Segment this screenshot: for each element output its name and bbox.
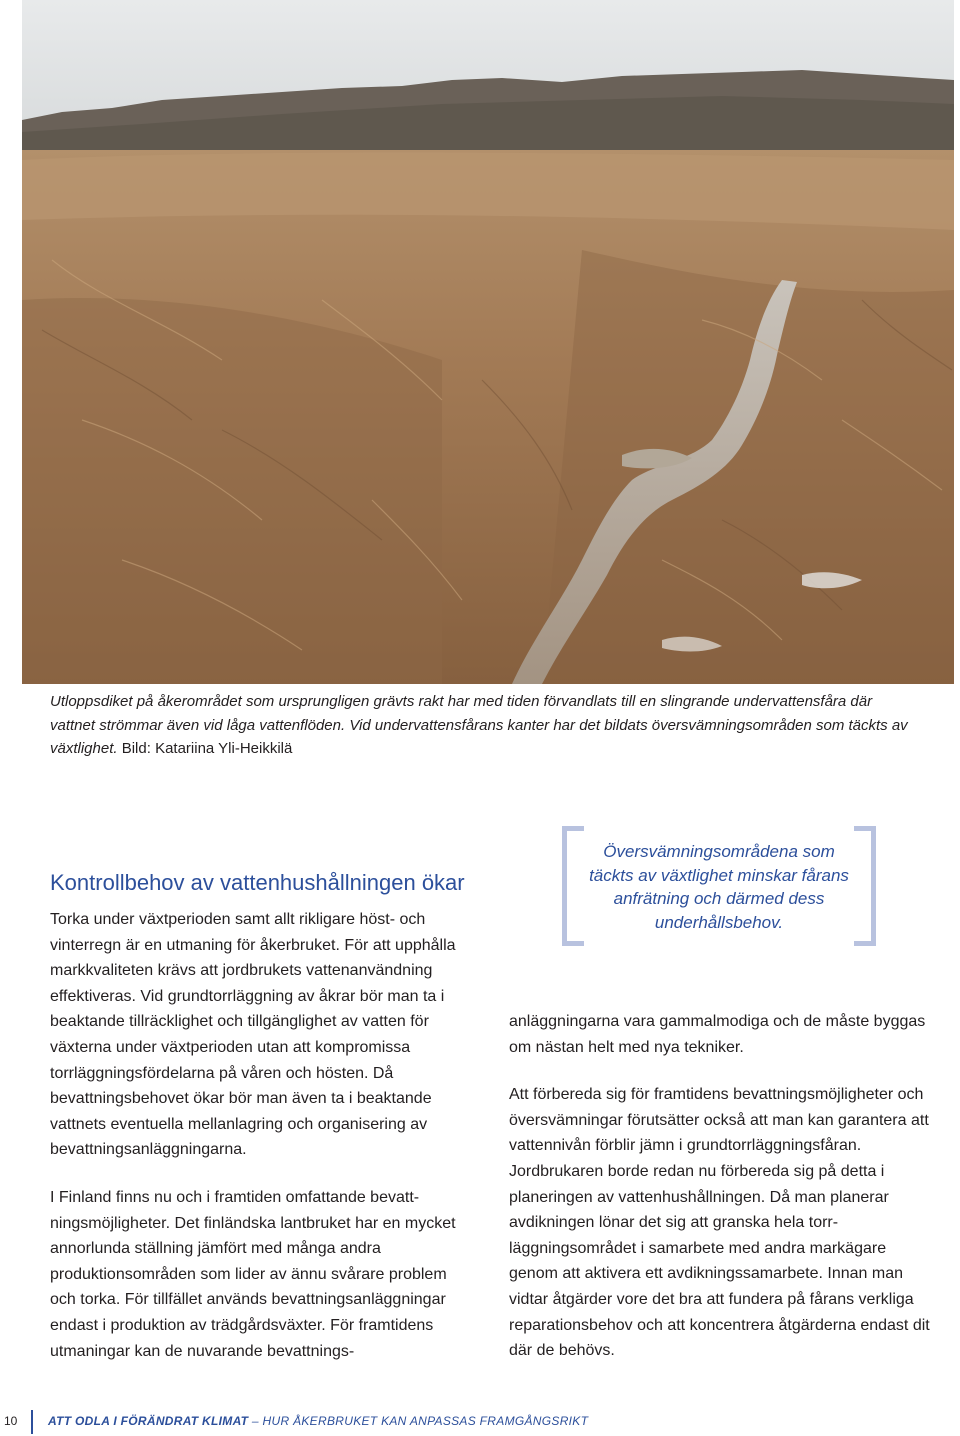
right-column [509,1009,931,1386]
article-heading: Kontrollbehov av vattenhushållningen ökar [50,870,465,896]
page-number: 10 [4,1414,18,1428]
photo-caption [50,690,910,761]
paragraph: Att förbereda sig för framtidens bevattningsmöjligheter och översvämningar förutsätter också att man kan garantera att vattennivån förblir jämn i grundtorrläggningsfåran. Jordbrukaren borde redan nu förbereda sig på detta i planeringen av vattenhushållningen. Då man planerar avdikningen lönar det sig att granska hela torrläggningsområdet i samarbete med andra markägare genom att aktivera ett avdikningssamarbete. Innan man vidtar åtgärder vore det bra att fundera på fårans verkliga reparationsbehov och att koncentrera åtgärderna endast dit där de behövs. [509,1086,930,1360]
caption-credit: Bild: Katariina Yli-Heikkilä [121,740,293,757]
section-title: HUR ÅKERBRUKET KAN ANPASSAS FRAMGÅNGSRIKT [262,1414,589,1428]
paragraph: Torka under växtperioden samt allt rikligare höst- och vinterregn är en utmaning för åkerbruket. För att upphålla markkvaliteten krävs att jordbrukets vattenanvändning effektiveras. Vid grundtorrläggning av åkrar bör man ta i beaktande tillräcklighet och tillgänglighet av vatten för växterna under växtperioden utan att kompromissa torrläggningsfördelarna på våren och hösten. Då bevattningsbehovet ökar bör man även ta i beaktande vattnets eventuella mellanlagring och organisering av bevattningsanläggningarna. [50,911,456,1159]
left-bracket [562,826,584,946]
title-dash: – [248,1414,263,1428]
publication-title: ATT ODLA I FÖRÄNDRAT KLIMAT [48,1414,249,1428]
ditch-photo [22,0,954,684]
footer-divider [31,1410,33,1434]
pull-quote-text: Översvämningsområdena som täckts av växtlighet minskar fårans anfrätning och därmed dess underhållsbehov. [589,842,849,932]
caption-text: Utloppsdiket på åkerområdet som ursprungligen grävts rakt har med tiden förvandlats till en slingrande undervattensfåra där vattnet strömmar även vid låga vattenflöden. Vid undervattensfårans kanter har det bildats översvämningsområden som täckts av växtlighet. [50,693,908,757]
right-bracket [854,826,876,946]
ditch-photo-illustration [22,0,954,684]
pull-quote [562,826,876,946]
paragraph: anläggningarna vara gammalmodiga och de måste byggas om nästan helt med nya tekniker. [509,1013,926,1056]
left-column [50,907,470,1386]
page-footer [0,1410,960,1434]
running-title [48,1414,588,1428]
paragraph: I Finland finns nu och i framtiden omfattande bevattningsmöjligheter. Det finländska lantbruket har en mycket annorlunda ställning jämfört med många andra produktionsområden som lider av ännu svårare problem och torka. För tillfället används bevattningsanläggningar endast i produktion av trädgårdsväxter. För framtidens utmaningar kan de nuvarande bevattnings- [50,1188,456,1360]
